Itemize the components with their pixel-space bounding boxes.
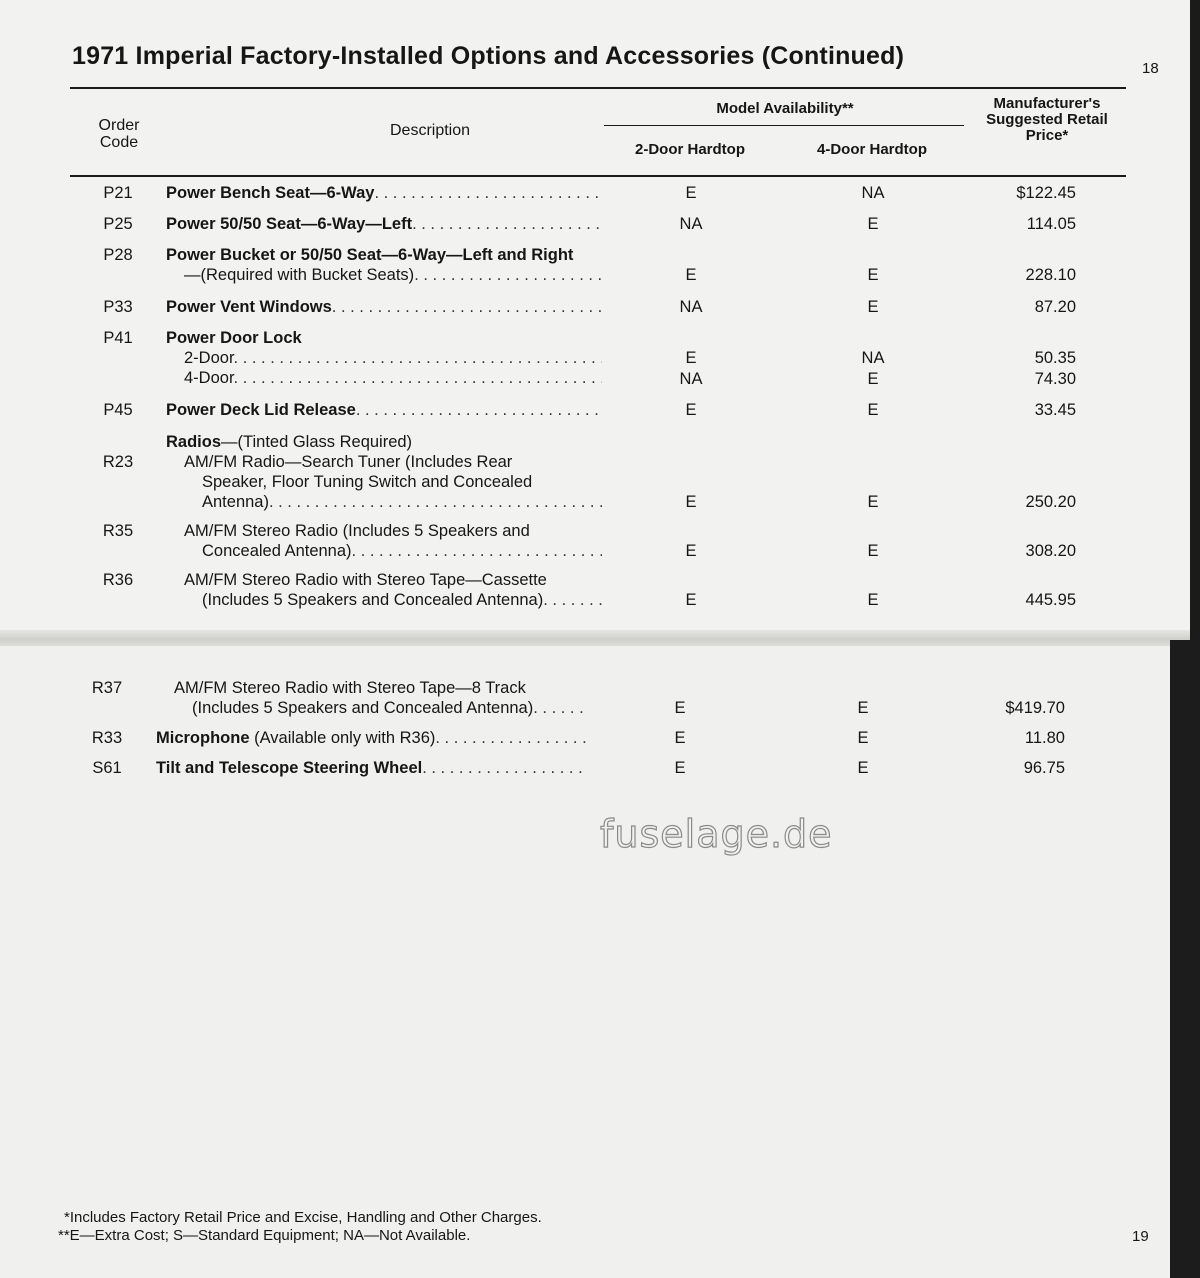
description-line [166, 265, 602, 285]
option-description [166, 297, 602, 317]
four-door-availability: E [857, 699, 869, 717]
description-text [166, 298, 332, 316]
description-line [166, 214, 602, 234]
retail-price: 11.80 [1024, 729, 1065, 747]
footnote-legend: **E—Extra Cost; S—Standard Equipment; NA—Not Available. [58, 1227, 471, 1244]
retail-price: 50.35 [1034, 349, 1076, 367]
retail-price: 228.10 [1025, 266, 1076, 284]
two-door-availability: NA [679, 370, 703, 388]
option-name: Tilt and Telescope Steering Wheel [156, 759, 423, 777]
description-text [184, 349, 234, 367]
option-name: Power Bench Seat—6-Way [166, 184, 375, 202]
four-door-availability: NA [861, 349, 885, 367]
page-title: 1971 Imperial Factory-Installed Options and Accessories (Continued) [72, 42, 905, 70]
order-code: P45 [103, 401, 133, 419]
description-line [166, 400, 602, 420]
variant-label: 2-Door [184, 349, 234, 367]
header-model-availability: Model Availability** [716, 100, 854, 117]
option-name: Power Deck Lid Release [166, 401, 356, 419]
dot-leader [269, 493, 602, 511]
header-4-door-hardtop: 4-Door Hardtop [817, 141, 927, 158]
description-text [202, 591, 543, 609]
description-line [166, 492, 602, 512]
description-text [156, 729, 435, 747]
dot-leader [234, 369, 602, 387]
page-number-bottom: 19 [1132, 1228, 1149, 1245]
dot-leader [356, 401, 602, 419]
order-code: R23 [102, 453, 134, 471]
option-description [166, 570, 602, 610]
option-note: (Available only with R36) [249, 729, 436, 747]
description-text [184, 369, 234, 387]
option-name: Power Vent Windows [166, 298, 332, 316]
option-description [156, 678, 588, 718]
dot-leader [422, 759, 588, 777]
four-door-availability: E [867, 215, 879, 233]
page-edge-top [1190, 0, 1200, 640]
order-code: P25 [103, 215, 133, 233]
dot-leader [352, 542, 602, 560]
order-code: P41 [103, 329, 133, 347]
four-door-availability: E [857, 759, 869, 777]
header-msrp: Manufacturer's Suggested Retail Price* [986, 95, 1108, 144]
option-description [156, 728, 588, 748]
header-2-door-hardtop: 2-Door Hardtop [635, 141, 745, 158]
four-door-availability: E [867, 266, 879, 284]
option-name: Power 50/50 Seat—6-Way—Left [166, 215, 413, 233]
order-code: P28 [103, 246, 133, 264]
description-line: Speaker, Floor Tuning Switch and Concealed [202, 473, 533, 491]
option-description [166, 452, 602, 512]
dot-leader [412, 215, 602, 233]
dot-leader [374, 184, 602, 202]
dot-leader [234, 349, 602, 367]
description-line: AM/FM Radio—Search Tuner (Includes Rear [184, 453, 513, 471]
description-text [184, 266, 414, 284]
retail-price: 87.20 [1034, 298, 1076, 316]
header-order-code: Order Code [98, 117, 140, 151]
order-code: P21 [103, 184, 133, 202]
options-table-bottom [0, 646, 1200, 1278]
two-door-availability: E [674, 759, 686, 777]
top-page [0, 0, 1200, 638]
option-description [166, 214, 602, 234]
footnote-price: *Includes Factory Retail Price and Excise, Handling and Other Charges. [64, 1209, 542, 1226]
order-code: R36 [102, 571, 134, 589]
order-code: R33 [91, 729, 123, 747]
page-number-top: 18 [1142, 60, 1159, 77]
retail-price: $419.70 [1005, 699, 1065, 717]
retail-price: 308.20 [1025, 542, 1076, 560]
description-text [166, 215, 412, 233]
description-line: AM/FM Stereo Radio with Stereo Tape—Cassette [184, 571, 547, 589]
two-door-availability: NA [679, 298, 703, 316]
two-door-availability: E [674, 729, 686, 747]
retail-price: 250.20 [1025, 493, 1076, 511]
option-note: —(Required with Bucket Seats) [184, 266, 415, 284]
description-line [156, 728, 588, 748]
two-door-availability: NA [679, 215, 703, 233]
dot-leader [332, 298, 602, 316]
dot-leader [414, 266, 602, 284]
option-name: Microphone [156, 729, 250, 747]
dot-leader [533, 699, 588, 717]
variant-label: 4-Door [184, 369, 234, 387]
page-edge-bottom [1170, 640, 1200, 1278]
four-door-availability: E [867, 298, 879, 316]
description-line [156, 758, 588, 778]
description-text: Antenna) [202, 493, 269, 511]
description-text: (Includes 5 Speakers and Concealed Antenna) [202, 591, 544, 609]
option-description [166, 521, 602, 561]
description-text [202, 542, 352, 560]
option-note: —(Tinted Glass Required) [221, 433, 413, 451]
two-door-availability: E [685, 349, 697, 367]
option-description [156, 758, 588, 778]
option-description [166, 432, 602, 452]
dot-leader [435, 729, 588, 747]
description-line [166, 590, 602, 610]
order-code: S61 [92, 759, 122, 777]
description-line [166, 348, 602, 368]
four-door-availability: E [867, 542, 879, 560]
description-text [202, 493, 269, 511]
section-heading [166, 432, 602, 452]
description-line [166, 297, 602, 317]
retail-price: 114.05 [1026, 215, 1076, 233]
option-description [166, 245, 602, 285]
description-text: Concealed Antenna) [202, 542, 352, 560]
two-door-availability: E [685, 184, 697, 202]
option-description [166, 183, 602, 203]
four-door-availability: E [867, 401, 879, 419]
description-line: AM/FM Stereo Radio with Stereo Tape—8 Track [174, 679, 526, 697]
description-line [166, 368, 602, 388]
order-code: P33 [103, 298, 133, 316]
four-door-availability: NA [861, 184, 885, 202]
two-door-availability: E [674, 699, 686, 717]
options-table-top [0, 0, 1200, 638]
retail-price: 96.75 [1023, 759, 1065, 777]
description-text [156, 759, 422, 777]
four-door-availability: E [857, 729, 869, 747]
option-description [166, 400, 602, 420]
description-text [192, 699, 533, 717]
two-door-availability: E [685, 401, 697, 419]
description-line [166, 541, 602, 561]
option-description [166, 328, 602, 388]
description-line [166, 183, 602, 203]
two-door-availability: E [685, 542, 697, 560]
watermark: fuselage.de [600, 812, 833, 856]
description-text [166, 401, 356, 419]
retail-price: 74.30 [1034, 370, 1076, 388]
bottom-page [0, 646, 1200, 1278]
retail-price: 33.45 [1034, 401, 1076, 419]
option-name: Power Door Lock [166, 329, 302, 347]
description-line [156, 698, 588, 718]
retail-price: $122.45 [1016, 184, 1076, 202]
dot-leader [543, 591, 602, 609]
four-door-availability: E [867, 493, 879, 511]
description-text [166, 184, 374, 202]
order-code: R35 [102, 522, 134, 540]
retail-price: 445.95 [1025, 591, 1076, 609]
header-description: Description [389, 122, 471, 139]
description-line: AM/FM Stereo Radio (Includes 5 Speakers and [184, 522, 530, 540]
description-text: (Includes 5 Speakers and Concealed Antenna) [192, 699, 534, 717]
two-door-availability: E [685, 266, 697, 284]
option-name: Power Bucket or 50/50 Seat—6-Way—Left and Right [166, 246, 574, 264]
two-door-availability: E [685, 493, 697, 511]
option-name: Radios [166, 433, 222, 451]
two-door-availability: E [685, 591, 697, 609]
order-code: R37 [91, 679, 123, 697]
four-door-availability: E [867, 370, 879, 388]
four-door-availability: E [867, 591, 879, 609]
